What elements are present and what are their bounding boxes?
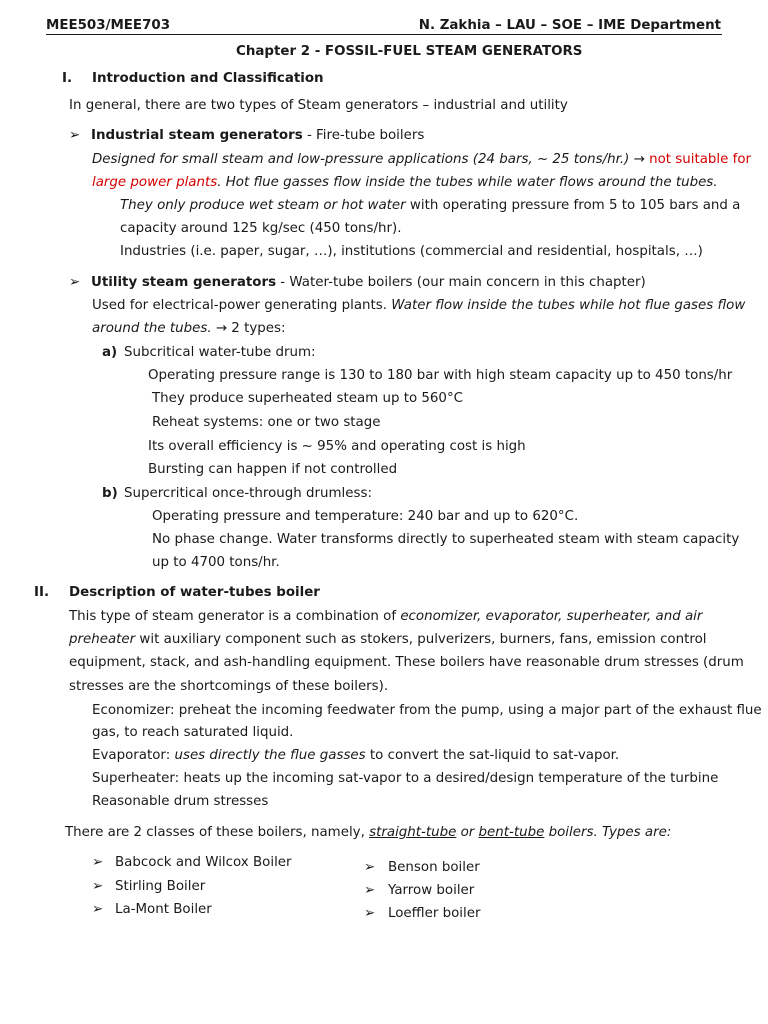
utility-line2 [92,320,286,337]
boiler-type-label: Stirling Boiler [115,879,206,894]
industrial-bullet-icon: ➢ [69,128,81,143]
utility-line2-rest: → 2 types: [211,321,286,336]
bullet-icon: ➢ [92,879,104,894]
economizer-line2: gas, to reach saturated liquid. [92,725,294,740]
boiler-type-item [92,901,212,918]
utility-line2-italic: around the tubes. [92,321,212,336]
utility-suffix: - Water-tube boilers (our main concern in this chapter) [276,275,646,290]
evaporator-line [92,747,619,764]
supercritical-line: Operating pressure and temperature: 240 bar and up to 620°C. [152,509,579,524]
section2-title: Description of water-tubes boiler [69,585,320,600]
industrial-line3-rest: with operating pressure from 5 to 105 bars and a [405,198,741,213]
subcritical-line: Reheat systems: one or two stage [152,415,381,430]
section2-number: II. [34,585,50,600]
boiler-type-item [364,859,480,876]
evaporator-rest: to convert the sat-liquid to sat-vapor. [365,748,620,763]
section1-title: Introduction and Classification [92,71,324,86]
bullet-icon: ➢ [364,860,376,875]
boiler-type-label: Benson boiler [388,860,480,875]
supercritical-label: b) [102,486,118,501]
evaporator-plain: Evaporator: [92,748,175,763]
classes-plain: There are 2 classes of these boilers, namely, [65,825,370,840]
industrial-line3 [120,197,740,214]
utility-line1-italic: Water flow inside the tubes while hot flue gases flow [391,298,746,313]
chapter-title: Chapter 2 - FOSSIL-FUEL STEAM GENERATORS [236,44,583,59]
boiler-type-label: La-Mont Boiler [115,902,212,917]
industrial-line2-red: large power plants [92,175,218,190]
industrial-bullet-line [69,127,424,144]
section2-p1 [69,608,702,625]
drum-stresses-line: Reasonable drum stresses [92,794,269,809]
section2-p3: equipment, stack, and ash-handling equipment. These boilers have reasonable drum stresses (drum [69,655,744,670]
industrial-line5: Industries (i.e. paper, sugar, …), institutions (commercial and residential, hospitals, …) [120,244,703,259]
boiler-type-item [364,882,474,899]
bullet-icon: ➢ [364,883,376,898]
industrial-suffix: - Fire-tube boilers [302,128,425,143]
utility-line1-plain: Used for electrical-power generating plants. [92,298,392,313]
supercritical-line: up to 4700 tons/hr. [152,555,280,570]
utility-bullet-icon: ➢ [69,275,81,290]
section1-number: I. [62,71,73,86]
superheater-line: Superheater: heats up the incoming sat-vapor to a desired/design temperature of the turbine [92,771,719,786]
section2-p2-italic: preheater [69,632,136,647]
industrial-line1-italic: Designed for small steam and low-pressure applications (24 bars, ~ 25 tons/hr.) → [92,152,650,167]
header-left: MEE503/MEE703 [46,18,171,33]
subcritical-line: Operating pressure range is 130 to 180 bar with high steam capacity up to 450 tons/hr [148,368,733,383]
industrial-line4: capacity around 125 kg/sec (450 tons/hr). [120,221,402,236]
boiler-type-label: Babcock and Wilcox Boiler [115,855,292,870]
subcritical-line: Bursting can happen if not controlled [148,462,398,477]
boiler-type-item [92,854,292,871]
evaporator-italic: uses directly the flue gasses [174,748,366,763]
utility-bullet-line [69,274,646,291]
classes-line [65,824,671,841]
bullet-icon: ➢ [92,902,104,917]
subcritical-title: Subcritical water-tube drum: [124,345,316,360]
industrial-line2-italic: . Hot flue gasses flow inside the tubes while water flows around the tubes. [217,175,718,190]
industrial-line1 [92,151,751,168]
supercritical-line: No phase change. Water transforms directly to superheated steam with steam capacity [152,532,740,547]
classes-straight-tube: straight-tube [369,825,457,840]
boiler-type-label: Yarrow boiler [388,883,475,898]
header-right: N. Zakhia – LAU – SOE – IME Department [418,18,721,33]
section2-p1-plain: This type of steam generator is a combination of [69,609,401,624]
industrial-line1-red: not suitable for [649,152,752,167]
bullet-icon: ➢ [92,855,104,870]
boiler-type-item [364,905,480,922]
header-divider [46,34,722,35]
section2-p4: stresses are the shortcomings of these boilers). [69,679,389,694]
boiler-type-item [92,878,205,895]
utility-line1 [92,297,745,314]
subcritical-line: They produce superheated steam up to 560°C [152,391,463,406]
industrial-line2 [92,174,718,191]
boiler-type-label: Loeffler boiler [388,906,481,921]
industrial-line3-italic: They only produce wet steam or hot water [120,198,406,213]
subcritical-label: a) [102,345,118,360]
section1-intro: In general, there are two types of Steam generators – industrial and utility [69,98,568,113]
section2-p2 [69,631,706,648]
utility-label: Utility steam generators [91,275,277,290]
subcritical-line: Its overall efficiency is ~ 95% and operating cost is high [148,439,526,454]
classes-bent-tube: bent-tube [478,825,545,840]
section2-p2-rest: wit auxiliary component such as stokers, pulverizers, burners, fans, emission control [135,632,707,647]
industrial-label: Industrial steam generators [91,128,303,143]
supercritical-title: Supercritical once-through drumless: [124,486,372,501]
bullet-icon: ➢ [364,906,376,921]
classes-rest: boilers. Types are: [544,825,672,840]
economizer-line1: Economizer: preheat the incoming feedwater from the pump, using a major part of the exhaust flue [92,703,762,718]
classes-or: or [456,825,479,840]
section2-p1-italic: economizer, evaporator, superheater, and air [400,609,703,624]
